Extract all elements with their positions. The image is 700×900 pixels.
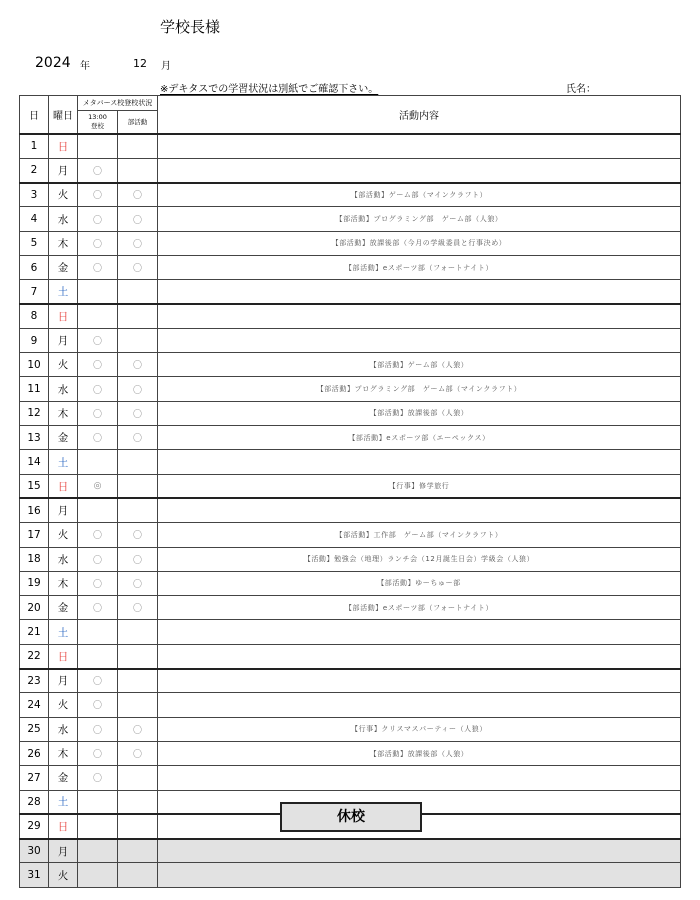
row-activity xyxy=(158,328,681,352)
row-activity xyxy=(158,863,681,887)
row-weekday: 木 xyxy=(49,231,78,255)
col-header-metaverse-group: メタバース校登校状況 xyxy=(78,96,158,111)
row-weekday: 月 xyxy=(49,328,78,352)
row-attend-mark: 〇 xyxy=(78,426,118,450)
row-attend-mark xyxy=(78,644,118,668)
row-club-mark xyxy=(118,474,158,498)
row-day: 17 xyxy=(20,523,49,547)
row-activity: 【部活動】eスポーツ部（フォートナイト） xyxy=(158,255,681,279)
row-club-mark xyxy=(118,134,158,158)
row-activity xyxy=(158,839,681,863)
row-weekday: 金 xyxy=(49,255,78,279)
row-activity: 【部活動】ゆーちゅー部 xyxy=(158,571,681,595)
col-header-club: 部活動 xyxy=(118,111,158,135)
row-activity xyxy=(158,158,681,182)
row-day: 15 xyxy=(20,474,49,498)
row-activity: 【部活動】放課後部（人狼） xyxy=(158,741,681,765)
row-activity xyxy=(158,498,681,522)
row-activity xyxy=(158,644,681,668)
row-attend-mark: 〇 xyxy=(78,571,118,595)
table-row xyxy=(20,377,681,401)
row-weekday: 木 xyxy=(49,571,78,595)
row-attend-mark: 〇 xyxy=(78,353,118,377)
row-day: 10 xyxy=(20,353,49,377)
row-day: 5 xyxy=(20,231,49,255)
row-club-mark xyxy=(118,450,158,474)
row-activity: 【部活動】ゲーム部（マインクラフト） xyxy=(158,183,681,207)
row-activity: 【行事】クリスマスパーティー（人狼） xyxy=(158,717,681,741)
row-day: 31 xyxy=(20,863,49,887)
table-row xyxy=(20,255,681,279)
table-row xyxy=(20,158,681,182)
row-activity xyxy=(158,766,681,790)
table-row xyxy=(20,863,681,887)
col-header-activity: 活動内容 xyxy=(158,96,681,135)
row-weekday: 火 xyxy=(49,523,78,547)
row-club-mark xyxy=(118,328,158,352)
row-weekday: 日 xyxy=(49,134,78,158)
row-day: 7 xyxy=(20,280,49,304)
row-club-mark xyxy=(118,158,158,182)
row-attend-mark: 〇 xyxy=(78,669,118,693)
row-attend-mark: 〇 xyxy=(78,766,118,790)
row-club-mark: 〇 xyxy=(118,401,158,425)
year-value: 2024 xyxy=(35,55,71,71)
row-weekday: 金 xyxy=(49,596,78,620)
table-row xyxy=(20,669,681,693)
row-day: 24 xyxy=(20,693,49,717)
row-activity xyxy=(158,669,681,693)
row-weekday: 日 xyxy=(49,474,78,498)
row-day: 28 xyxy=(20,790,49,814)
study-status-note: ※デキタスでの学習状況は別紙でご確認下さい。 xyxy=(160,84,379,95)
row-club-mark xyxy=(118,814,158,838)
row-club-mark: 〇 xyxy=(118,207,158,231)
row-weekday: 月 xyxy=(49,158,78,182)
row-activity: 【部活動】工作部 ゲーム部（マインクラフト） xyxy=(158,523,681,547)
row-day: 19 xyxy=(20,571,49,595)
row-day: 26 xyxy=(20,741,49,765)
row-club-mark: 〇 xyxy=(118,377,158,401)
row-day: 21 xyxy=(20,620,49,644)
row-day: 30 xyxy=(20,839,49,863)
row-day: 18 xyxy=(20,547,49,571)
row-weekday: 土 xyxy=(49,790,78,814)
row-attend-mark xyxy=(78,280,118,304)
table-row xyxy=(20,571,681,595)
row-club-mark xyxy=(118,304,158,328)
row-attend-mark xyxy=(78,134,118,158)
col-header-weekday: 曜日 xyxy=(49,96,78,135)
row-day: 29 xyxy=(20,814,49,838)
row-activity xyxy=(158,304,681,328)
row-day: 14 xyxy=(20,450,49,474)
month-unit: 月 xyxy=(161,61,171,72)
row-day: 12 xyxy=(20,401,49,425)
row-day: 8 xyxy=(20,304,49,328)
row-activity: 【部活動】放課後部（人狼） xyxy=(158,401,681,425)
col-header-day: 日 xyxy=(20,96,49,135)
row-club-mark: 〇 xyxy=(118,255,158,279)
table-row xyxy=(20,474,681,498)
row-club-mark xyxy=(118,839,158,863)
table-row xyxy=(20,741,681,765)
student-name-label: 氏名： xyxy=(566,84,596,95)
row-activity: 【部活動】プログラミング部 ゲーム部（マインクラフト） xyxy=(158,377,681,401)
row-attend-mark xyxy=(78,863,118,887)
row-weekday: 木 xyxy=(49,401,78,425)
row-attend-mark xyxy=(78,450,118,474)
attendance-table-body xyxy=(20,134,681,887)
row-attend-mark: 〇 xyxy=(78,547,118,571)
row-activity xyxy=(158,693,681,717)
row-day: 27 xyxy=(20,766,49,790)
row-club-mark xyxy=(118,790,158,814)
row-attend-mark xyxy=(78,304,118,328)
row-activity xyxy=(158,620,681,644)
row-club-mark: 〇 xyxy=(118,741,158,765)
col-header-attend-label: 登校 xyxy=(91,122,104,130)
row-club-mark: 〇 xyxy=(118,547,158,571)
row-activity xyxy=(158,134,681,158)
row-weekday: 木 xyxy=(49,741,78,765)
col-header-attend xyxy=(78,111,118,135)
row-weekday: 土 xyxy=(49,280,78,304)
table-row xyxy=(20,183,681,207)
row-attend-mark: 〇 xyxy=(78,183,118,207)
row-day: 2 xyxy=(20,158,49,182)
row-day: 3 xyxy=(20,183,49,207)
table-row xyxy=(20,766,681,790)
row-weekday: 火 xyxy=(49,353,78,377)
row-attend-mark: 〇 xyxy=(78,158,118,182)
row-weekday: 金 xyxy=(49,426,78,450)
school-closed-label: 休校 xyxy=(280,802,422,832)
row-attend-mark: 〇 xyxy=(78,523,118,547)
row-club-mark: 〇 xyxy=(118,183,158,207)
table-row xyxy=(20,353,681,377)
row-day: 20 xyxy=(20,596,49,620)
table-row xyxy=(20,547,681,571)
row-attend-mark: 〇 xyxy=(78,231,118,255)
table-row xyxy=(20,450,681,474)
table-row xyxy=(20,328,681,352)
row-weekday: 月 xyxy=(49,669,78,693)
row-attend-mark: ◎ xyxy=(78,474,118,498)
year-unit: 年 xyxy=(80,61,90,72)
row-weekday: 水 xyxy=(49,377,78,401)
row-activity: 【部活動】ゲーム部（人狼） xyxy=(158,353,681,377)
row-attend-mark: 〇 xyxy=(78,401,118,425)
row-club-mark: 〇 xyxy=(118,231,158,255)
row-day: 23 xyxy=(20,669,49,693)
row-activity: 【活動】勉強会（地理）ランチ会（12月誕生日会）学級会（人狼） xyxy=(158,547,681,571)
table-row xyxy=(20,620,681,644)
table-row xyxy=(20,596,681,620)
row-attend-mark: 〇 xyxy=(78,596,118,620)
row-activity: 【部活動】eスポーツ部（フォートナイト） xyxy=(158,596,681,620)
row-weekday: 金 xyxy=(49,766,78,790)
col-header-time: 13:00 xyxy=(88,113,107,121)
table-row xyxy=(20,839,681,863)
row-day: 1 xyxy=(20,134,49,158)
row-attend-mark xyxy=(78,814,118,838)
table-row xyxy=(20,717,681,741)
row-day: 6 xyxy=(20,255,49,279)
row-club-mark xyxy=(118,280,158,304)
row-club-mark: 〇 xyxy=(118,353,158,377)
row-day: 11 xyxy=(20,377,49,401)
row-club-mark xyxy=(118,669,158,693)
row-weekday: 火 xyxy=(49,183,78,207)
table-row xyxy=(20,693,681,717)
row-day: 22 xyxy=(20,644,49,668)
row-day: 13 xyxy=(20,426,49,450)
row-day: 25 xyxy=(20,717,49,741)
table-row xyxy=(20,280,681,304)
table-row xyxy=(20,207,681,231)
table-row xyxy=(20,134,681,158)
recipient-title: 学校長様 xyxy=(160,18,221,36)
row-weekday: 水 xyxy=(49,717,78,741)
row-attend-mark xyxy=(78,839,118,863)
row-attend-mark xyxy=(78,790,118,814)
row-attend-mark: 〇 xyxy=(78,741,118,765)
row-club-mark xyxy=(118,693,158,717)
row-attend-mark: 〇 xyxy=(78,693,118,717)
row-club-mark xyxy=(118,644,158,668)
row-attend-mark: 〇 xyxy=(78,255,118,279)
table-row xyxy=(20,231,681,255)
row-attend-mark: 〇 xyxy=(78,717,118,741)
row-activity: 【部活動】eスポーツ部（エーペックス） xyxy=(158,426,681,450)
row-activity: 【部活動】放課後部（今月の学級委員と行事決め） xyxy=(158,231,681,255)
row-club-mark: 〇 xyxy=(118,523,158,547)
row-weekday: 月 xyxy=(49,498,78,522)
month-value: 12 xyxy=(133,57,147,70)
row-weekday: 土 xyxy=(49,620,78,644)
table-row xyxy=(20,644,681,668)
row-day: 4 xyxy=(20,207,49,231)
row-club-mark xyxy=(118,498,158,522)
row-activity: 【行事】修学旅行 xyxy=(158,474,681,498)
row-club-mark xyxy=(118,863,158,887)
row-club-mark: 〇 xyxy=(118,571,158,595)
row-activity: 【部活動】プログラミング部 ゲーム部（人狼） xyxy=(158,207,681,231)
table-row xyxy=(20,304,681,328)
row-weekday: 火 xyxy=(49,693,78,717)
row-activity xyxy=(158,280,681,304)
row-activity xyxy=(158,450,681,474)
row-weekday: 日 xyxy=(49,814,78,838)
table-row xyxy=(20,498,681,522)
row-attend-mark xyxy=(78,620,118,644)
row-attend-mark: 〇 xyxy=(78,328,118,352)
row-weekday: 日 xyxy=(49,304,78,328)
row-weekday: 土 xyxy=(49,450,78,474)
attendance-table-header xyxy=(20,96,681,135)
row-day: 9 xyxy=(20,328,49,352)
row-club-mark: 〇 xyxy=(118,717,158,741)
row-weekday: 火 xyxy=(49,863,78,887)
row-weekday: 日 xyxy=(49,644,78,668)
table-row xyxy=(20,426,681,450)
attendance-table xyxy=(19,95,681,888)
row-club-mark xyxy=(118,620,158,644)
row-weekday: 水 xyxy=(49,547,78,571)
row-club-mark xyxy=(118,766,158,790)
row-weekday: 月 xyxy=(49,839,78,863)
row-day: 16 xyxy=(20,498,49,522)
table-row xyxy=(20,523,681,547)
row-club-mark: 〇 xyxy=(118,426,158,450)
row-weekday: 水 xyxy=(49,207,78,231)
row-attend-mark: 〇 xyxy=(78,207,118,231)
row-attend-mark xyxy=(78,498,118,522)
row-attend-mark: 〇 xyxy=(78,377,118,401)
table-row xyxy=(20,401,681,425)
row-club-mark: 〇 xyxy=(118,596,158,620)
